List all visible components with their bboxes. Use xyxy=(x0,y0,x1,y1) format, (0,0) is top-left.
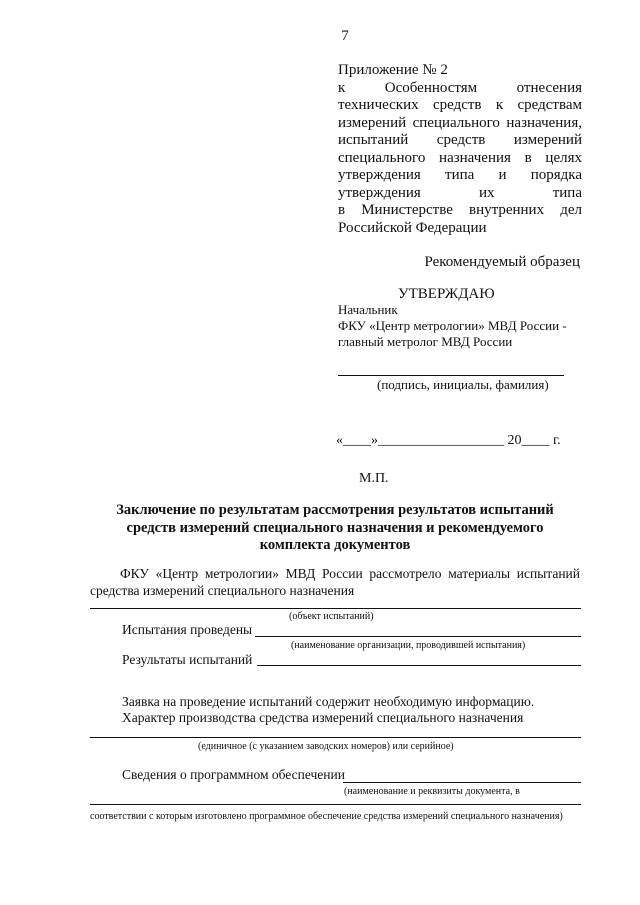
appendix-line: Приложение № 2 xyxy=(338,62,448,78)
appendix-line: к Особенностям отнесения xyxy=(338,79,582,96)
position-line: главный метролог МВД России xyxy=(338,334,513,349)
approval-position xyxy=(338,302,567,350)
appendix-line: утверждения типа и порядка xyxy=(338,167,582,183)
signature-caption: (подпись, инициалы, фамилия) xyxy=(377,377,549,392)
software-caption-continued: соответствии с которым изготовлено программное обеспечение средства измерений специального назначения) xyxy=(90,811,563,822)
software-label: Сведения о программном обеспечении xyxy=(122,767,345,782)
object-caption: (объект испытаний) xyxy=(289,611,374,622)
production-caption: (единичное (с указанием заводских номеров) или серийное) xyxy=(198,741,454,752)
appendix-header xyxy=(338,62,582,237)
software-fill-line xyxy=(343,782,581,783)
test-results-fill-line xyxy=(257,665,581,666)
signature-line xyxy=(338,375,564,376)
appendix-line: Российской Федерации xyxy=(338,219,487,236)
object-fill-line xyxy=(90,608,581,609)
page-number: 7 xyxy=(341,28,349,44)
date-line: «____»__________________ 20____ г. xyxy=(336,433,561,448)
approval-heading: УТВЕРЖДАЮ xyxy=(398,286,495,302)
software-caption: (наименование и реквизиты документа, в xyxy=(344,786,520,797)
intro-paragraph: ФКУ «Центр метрологии» МВД России рассмотрело материалы испытаний средства измерений специального назначения xyxy=(90,566,580,598)
tests-conducted-caption: (наименование организации, проводившей испытания) xyxy=(291,640,526,651)
appendix-line: измерений специального назначения, xyxy=(338,114,582,131)
document-title: Заключение по результатам рассмотрения результатов испытаний средств измерений специального назначения и рекомендуемого комплекта документов xyxy=(116,502,554,553)
appendix-line: испытаний средств измерений xyxy=(338,132,582,148)
tests-conducted-fill-line xyxy=(255,636,581,637)
production-fill-line xyxy=(90,737,581,738)
software-fill-line-2 xyxy=(90,804,581,805)
test-results-label: Результаты испытаний xyxy=(122,652,253,667)
position-line: ФКУ «Центр метрологии» МВД России - xyxy=(338,318,567,333)
appendix-line: в Министерстве внутренних дел xyxy=(338,202,582,218)
appendix-line: утверждения их типа xyxy=(338,184,582,201)
appendix-line: специального назначения в целях xyxy=(338,149,582,166)
tests-conducted-label: Испытания проведены xyxy=(122,622,253,637)
position-line: Начальник xyxy=(338,302,398,317)
appendix-line: технических средств к средствам xyxy=(338,97,582,113)
stamp-place: М.П. xyxy=(359,471,389,486)
recommended-sample-label: Рекомендуемый образец xyxy=(424,254,580,270)
production-label: Характер производства средства измерений специального назначения xyxy=(122,710,524,725)
application-text: Заявка на проведение испытаний содержит необходимую информацию. xyxy=(122,694,535,709)
